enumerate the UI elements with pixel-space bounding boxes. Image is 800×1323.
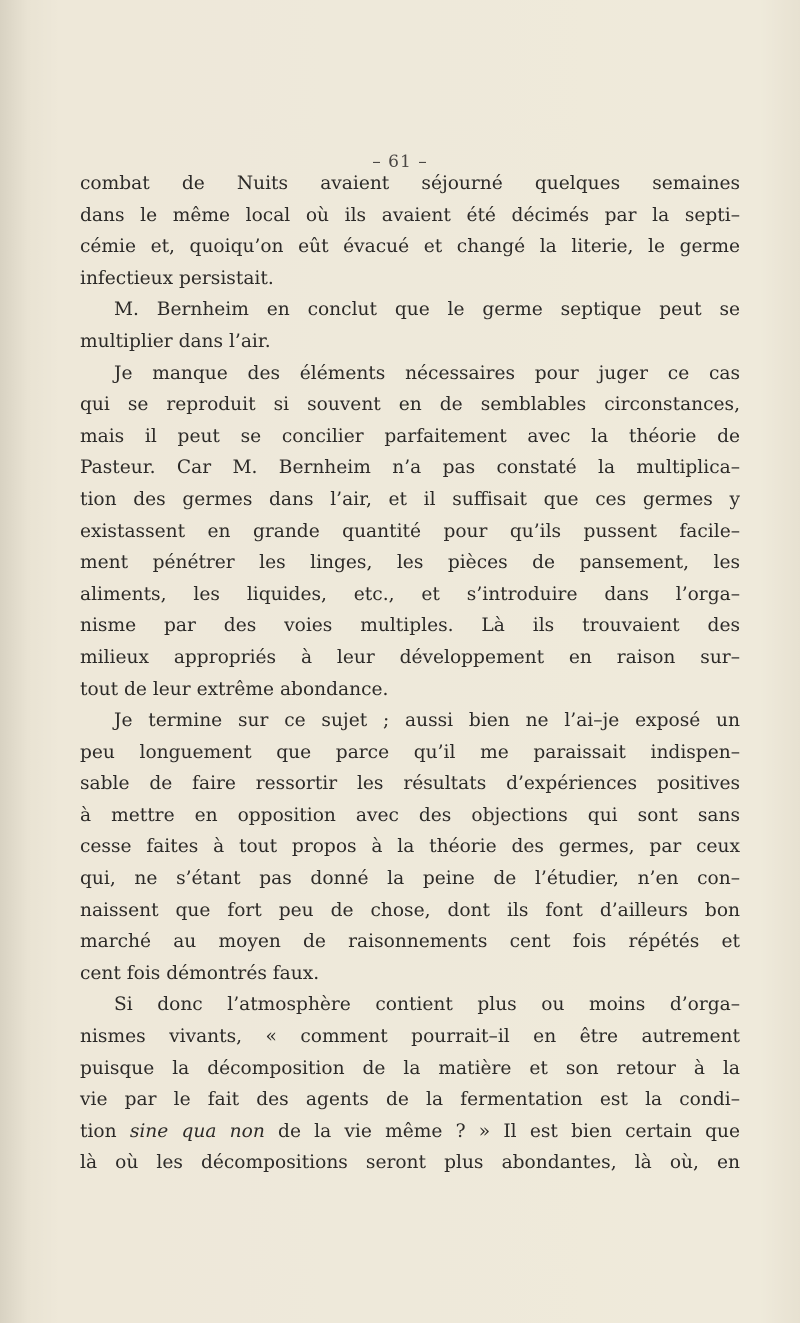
text-line: Je manque des éléments nécessaires pour juger ce cas: [114, 362, 740, 384]
text-line: peu longuement que parce qu’il me paraissait indispen–: [80, 741, 740, 763]
text-line: tion sine qua non de la vie même ? » Il est bien certain que: [80, 1120, 741, 1142]
text-line: cesse faites à tout propos à la théorie des germes, par ceux: [80, 836, 740, 858]
text-line: milieux appropriés à leur développement en raison sur–: [80, 646, 740, 668]
page-number: – 61 –: [372, 152, 428, 172]
text-line: Je termine sur ce sujet ; aussi bien ne l’ai–je exposé un: [114, 710, 740, 732]
text-line: mais il peut se concilier parfaitement avec la théorie de: [80, 425, 740, 447]
text-line: qui se reproduit si souvent en de semblables circonstances,: [80, 394, 740, 416]
body-text: [80, 168, 740, 1179]
text-line: sable de faire ressortir les résultats d’expériences positives: [80, 773, 740, 795]
text-line: Pasteur. Car M. Bernheim n’a pas constaté la multiplica–: [80, 457, 740, 479]
text-line: aliments, les liquides, etc., et s’introduire dans l’orga–: [80, 583, 740, 605]
text-line: qui, ne s’étant pas donné la peine de l’étudier, n’en con–: [80, 868, 740, 890]
text-line: vie par le fait des agents de la fermentation est la condi–: [80, 1089, 740, 1111]
text-line: M. Bernheim en conclut que le germe septique peut se: [114, 299, 740, 321]
text-line: combat de Nuits avaient séjourné quelques semaines: [80, 173, 740, 194]
text-line: multiplier dans l’air.: [80, 330, 271, 352]
text-line: nisme par des voies multiples. Là ils trouvaient des: [80, 615, 740, 637]
text-line: Si donc l’atmosphère contient plus ou moins d’orga–: [114, 994, 740, 1016]
text-line: dans le même local où ils avaient été décimés par la septi–: [80, 204, 740, 226]
text-line: tout de leur extrême abondance.: [80, 678, 389, 700]
text-line: cémie et, quoiqu’on eût évacué et changé la literie, le germe: [80, 236, 740, 258]
text-line: infectieux persistait.: [80, 267, 274, 289]
text-line: tion des germes dans l’air, et il suffisait que ces germes y: [80, 488, 740, 510]
text-line: ment pénétrer les linges, les pièces de pansement, les: [80, 552, 740, 574]
text-line: marché au moyen de raisonnements cent fois répétés et: [80, 931, 740, 953]
text-line: cent fois démontrés faux.: [80, 962, 320, 984]
text-line: puisque la décomposition de la matière et son retour à la: [80, 1057, 740, 1079]
text-line: là où les décompositions seront plus abondantes, là où, en: [80, 1152, 740, 1174]
text-line: nismes vivants, « comment pourrait–il en être autrement: [80, 1026, 740, 1048]
text-line: naissent que fort peu de chose, dont ils font d’ailleurs bon: [80, 899, 740, 921]
text-line: existassent en grande quantité pour qu’ils pussent facile–: [80, 520, 740, 542]
text-line: à mettre en opposition avec des objections qui sont sans: [80, 804, 740, 826]
